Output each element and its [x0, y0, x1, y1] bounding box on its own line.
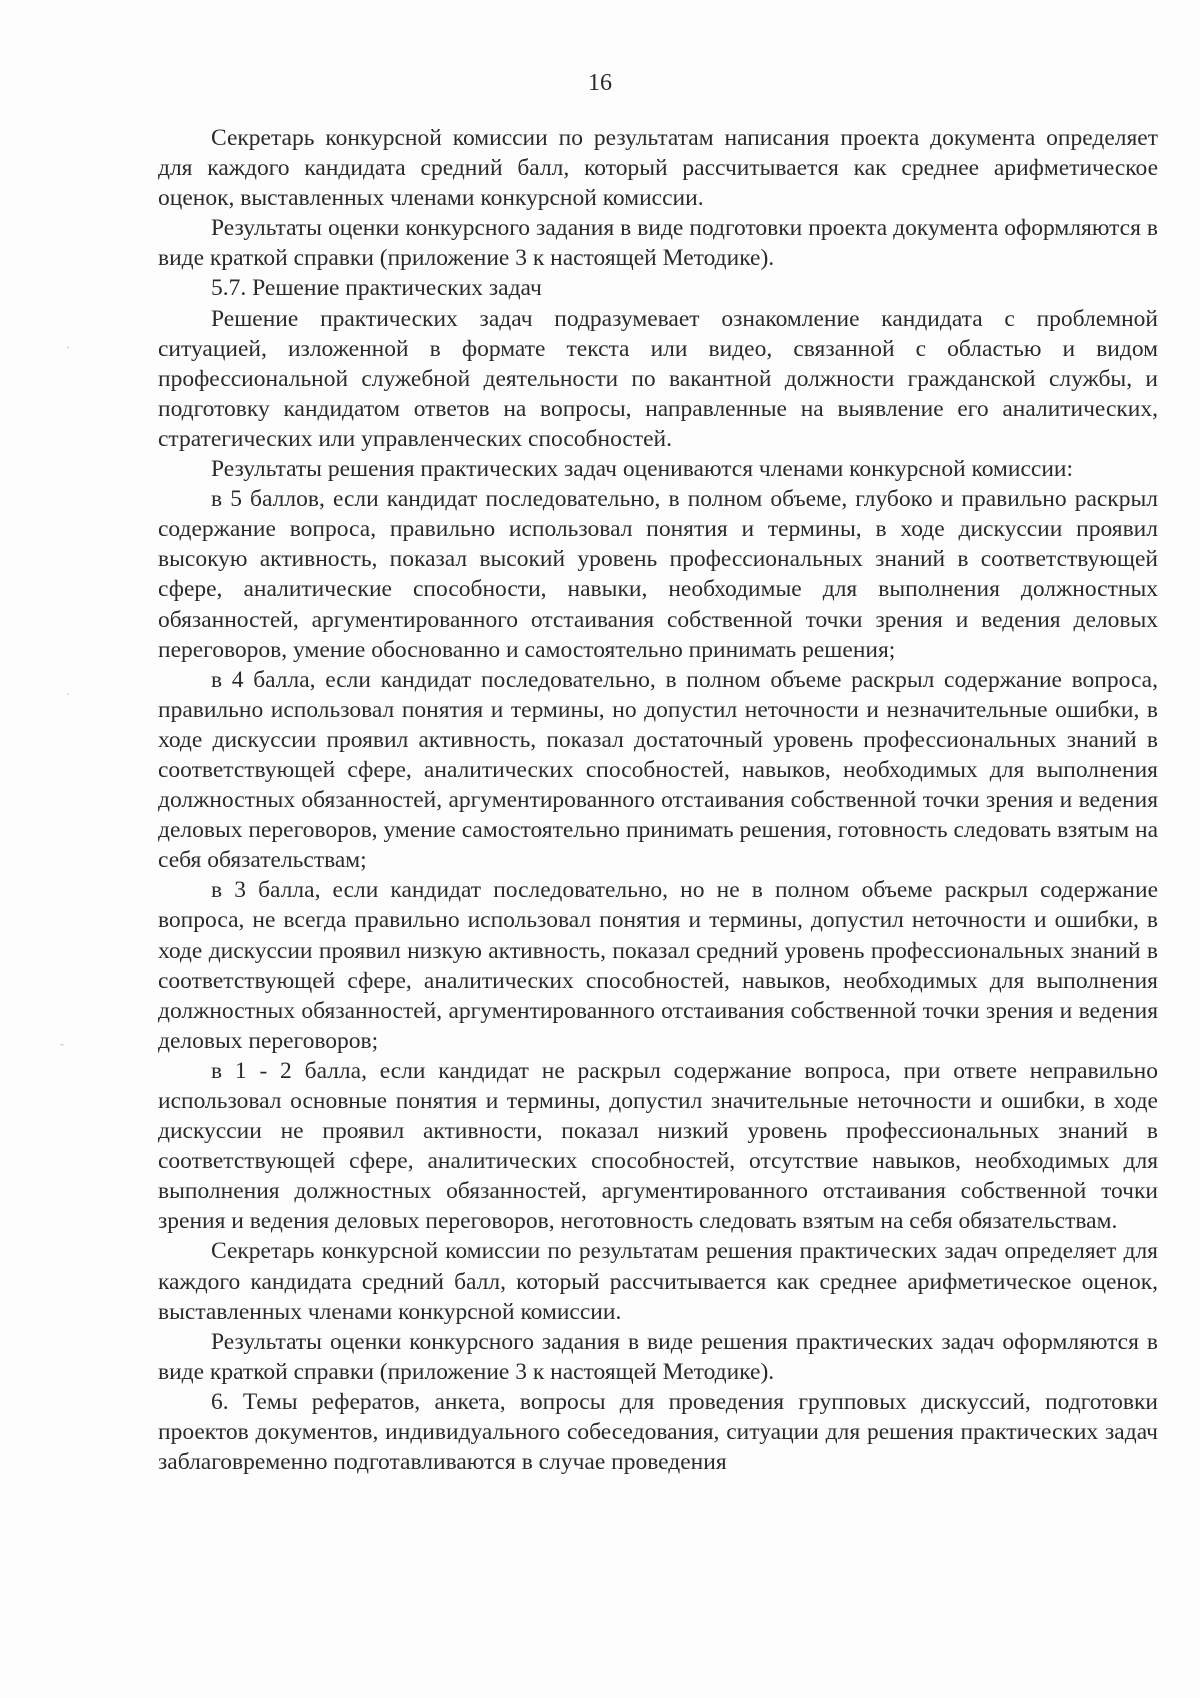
paragraph: Решение практических задач подразумевает ознакомление кандидата с проблемной ситуацией, изложенной в формате текста или видео, связанной с областью и видом профессиональной служебной деятельности по вакантной должности гражданской службы, и подготовку кандидатом ответов на вопросы, направленные на выявление его аналитических, стратегических или управленческих способностей. [158, 305, 1158, 452]
scan-artifact-mark: ˘ [60, 1041, 64, 1055]
paragraph: Секретарь конкурсной комиссии по результатам решения практических задач определяет для каждого кандидата средний балл, который рассчитывается как среднее арифметическое оценок, выставленных членами конкурсной комиссии. [158, 1238, 1158, 1325]
scan-artifact-mark: · [66, 687, 70, 701]
list-item: в 4 балла, если кандидат последовательно, в полном объеме раскрыл содержание вопроса, правильно использовал понятия и термины, но допустил неточности и незначительные ошибки, в ходе дискуссии проявил активность, показал достаточный уровень профессиональных знаний в соответствующей сфере, аналитических способностей, навыков, необходимых для выполнения должностных обязанностей, аргументированного отстаивания собственной точки зрения и ведения деловых переговоров, умение самостоятельно принимать решения, готовность следовать взятым на себя обязательствам; [158, 666, 1158, 874]
list-item: в 1 - 2 балла, если кандидат не раскрыл содержание вопроса, при ответе неправильно использовал основные понятия и термины, допустил значительные неточности и ошибки, в ходе дискуссии не проявил активности, показал низкий уровень профессиональных знаний в соответствующей сфере, аналитических способностей, отсутствие навыков, необходимых для выполнения должностных обязанностей, аргументированного отстаивания собственной точки зрения и ведения деловых переговоров, неготовность следовать взятым на себя обязательствам. [158, 1057, 1158, 1235]
scan-artifact-mark: ˊ [66, 344, 70, 358]
document-body [158, 123, 1158, 1477]
page-number: 16 [588, 70, 612, 96]
paragraph: Результаты оценки конкурсного задания в виде подготовки проекта документа оформляются в виде краткой справки (приложение 3 к настоящей Методике). [158, 215, 1158, 272]
section-heading: 5.7. Решение практических задач [211, 275, 542, 302]
list-item: в 5 баллов, если кандидат последовательно, в полном объеме, глубоко и правильно раскрыл содержание вопроса, правильно использовал понятия и термины, в ходе дискуссии проявил высокую активность, показал высокий уровень профессиональных знаний в соответствующей сфере, аналитические способности, навыки, необходимые для выполнения должностных обязанностей, аргументированного отстаивания собственной точки зрения и ведения деловых переговоров, умение обоснованно и самостоятельно принимать решения; [158, 486, 1158, 663]
paragraph: Результаты решения практических задач оцениваются членами конкурсной комиссии: [211, 456, 1074, 483]
list-item: в 3 балла, если кандидат последовательно, но не в полном объеме раскрыл содержание вопроса, не всегда правильно использовал понятия и термины, допустил неточности и ошибки, в ходе дискуссии проявил низкую активность, показал средний уровень профессиональных знаний в соответствующей сфере, аналитических способностей, навыков, необходимых для выполнения должностных обязанностей, аргументированного отстаивания собственной точки зрения и ведения деловых переговоров; [158, 877, 1158, 1054]
paragraph: Секретарь конкурсной комиссии по результатам написания проекта документа определяет для каждого кандидата средний балл, который рассчитывается как среднее арифметическое оценок, выставленных членами конкурсной комиссии. [158, 125, 1158, 212]
paragraph: Результаты оценки конкурсного задания в виде решения практических задач оформляются в виде краткой справки (приложение 3 к настоящей Методике). [158, 1328, 1158, 1385]
paragraph: 6. Темы рефератов, анкета, вопросы для проведения групповых дискуссий, подготовки проектов документов, индивидуального собеседования, ситуации для решения практических задач заблаговременно подготавливаются в случае проведения [158, 1388, 1158, 1476]
